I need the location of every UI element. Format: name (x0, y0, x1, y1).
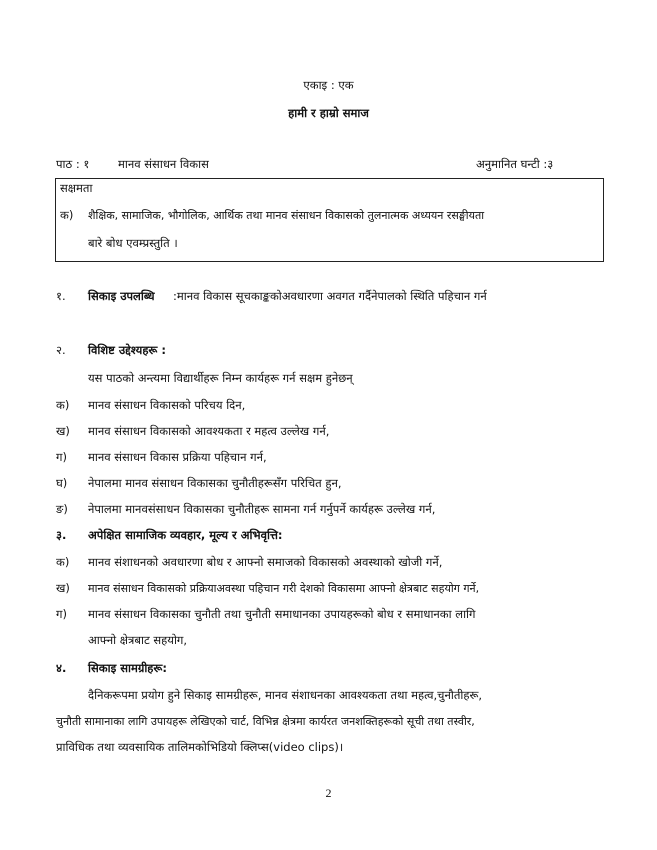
behavior-item: मानव संसाधन विकासको प्रक्रियाअवस्था पहिचान गरी देशको विकासमा आफ्नो क्षेत्रबाट सहयोग गर्ने, (88, 582, 480, 595)
section-2-intro: यस पाठको अन्त्यमा विद्यार्थीहरू निम्न कार्यहरू गर्न सक्षम हुनेछन् (88, 371, 353, 385)
lesson-title: मानव संसाधन विकास (118, 157, 209, 171)
estimated-hours: अनुमानित घन्टी :३ (476, 157, 554, 171)
competency-heading: सक्षमता (60, 181, 93, 195)
objective-item: नेपालमा मानवसंसाधन विकासका चुनौतीहरू सामना गर्न गर्नुपर्ने कार्यहरू उल्लेख गर्न, (88, 502, 436, 516)
section-4-heading: सिकाइ सामग्रीहरू: (88, 661, 167, 675)
unit-label: एकाइ : एक (303, 78, 354, 92)
objective-marker: ङ) (56, 502, 68, 516)
objective-item: मानव संसाधन विकासको आवश्यकता र महत्व उल्लेख गर्न, (88, 424, 330, 438)
materials-line: चुनौती सामानाका लागि उपायहरू लेखिएको चार्ट, विभिन्न क्षेत्रमा कार्यरत जनशक्तिहरूको सूची तथा तस्वीर, (56, 715, 475, 728)
section-3-heading: अपेक्षित सामाजिक व्यवहार, मूल्य र अभिवृत्ति: (88, 528, 283, 542)
section-2-heading: विशिष्ट उद्देश्यहरू : (88, 343, 166, 357)
behavior-item: मानव संशाधनको अवधारणा बोध र आफ्नो समाजको विकासको अवस्थाको खोजी गर्ने, (88, 555, 443, 569)
competency-marker: क) (60, 208, 74, 222)
section-1-heading: सिकाइ उपलब्धि (88, 289, 155, 303)
behavior-marker: ख) (56, 581, 70, 595)
materials-line: दैनिकरूपमा प्रयोग हुने सिकाइ सामग्रीहरू, मानव संशाधनका आवश्यकता तथा महत्व,चुनौतीहरू, (88, 688, 483, 702)
objective-marker: ग) (56, 450, 67, 464)
unit-title: हामी र हाम्रो समाज (288, 106, 369, 120)
competency-line-1: शैक्षिक, सामाजिक, भौगोलिक, आर्थिक तथा मानव संसाधन विकासको तुलनात्मक अध्ययन रसङ्घीयता (88, 209, 485, 222)
materials-line: प्राविधिक तथा व्यवसायिक तालिमकोभिडियो क्लिप्स(video clips)। (56, 740, 344, 754)
section-1-text: :मानव विकास सूचकाङ्ककोअवधारणा अवगत गर्दैनेपालको स्थिति पहिचान गर्न (173, 289, 487, 303)
objective-item: नेपालमा मानव संसाधन विकासका चुनौतीहरूसँग परिचित हुन, (88, 476, 342, 490)
page-number: 2 (325, 786, 332, 800)
objective-marker: घ) (56, 476, 68, 490)
competency-line-2: बारे बोध एवम्प्रस्तुति । (88, 236, 178, 250)
behavior-item-continued: आफ्नो क्षेत्रबाट सहयोग, (88, 633, 188, 647)
behavior-item: मानव संसाधन विकासका चुनौती तथा चुनौती समाधानका उपायहरूको बोध र समाधानका लागि (88, 607, 476, 621)
section-1-number: १. (56, 289, 66, 303)
behavior-marker: ग) (56, 607, 67, 621)
section-2-number: २. (56, 343, 66, 357)
section-3-number: ३. (56, 528, 67, 542)
section-4-number: ४. (56, 661, 67, 675)
objective-marker: क) (56, 398, 70, 412)
objective-marker: ख) (56, 424, 70, 438)
lesson-number: पाठ : १ (56, 157, 90, 171)
objective-item: मानव संसाधन विकास प्रक्रिया पहिचान गर्न, (88, 450, 267, 464)
behavior-marker: क) (56, 555, 70, 569)
objective-item: मानव संसाधन विकासको परिचय दिन, (88, 398, 246, 412)
